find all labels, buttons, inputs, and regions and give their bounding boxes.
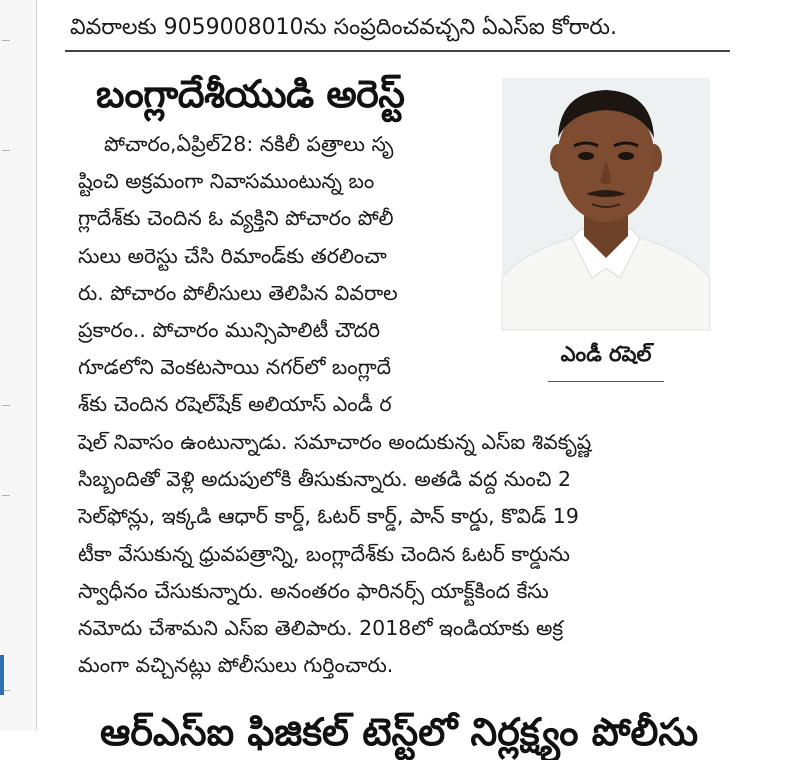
body-line: గ్లాదేశ్‌కు చెందిన ఓ వ్యక్తిని పోచారం పోలీ — [78, 206, 394, 231]
body-line: ప్రకారం.. పోచారం మున్సిపాలిటీ చౌదరి — [78, 318, 381, 343]
body-line: స్వాధీనం చేసుకున్నారు. అనంతరం ఫారినర్స్ యాక్ట్‌కింద కేసు — [78, 578, 549, 603]
body-line: శ్‌కు చెందిన రషెల్‌షేక్ అలియాస్ ఎండీ ర — [78, 392, 392, 417]
body-line: సెల్‌ఫోన్లు, ఇక్కడి ఆధార్ కార్డ్, ఓటర్ కార్డ్, పాన్ కార్డు, కొవిడ్ 19 — [78, 504, 579, 529]
body-line: పోచారం,ఏప్రిల్28: నకిలీ పత్రాలు సృ — [104, 132, 394, 156]
body-line: టీకా వేసుకున్న ధ్రువపత్రాన్ని, బంగ్లాదేశ్‌కు చెందిన ఓటర్ కార్డును — [78, 541, 570, 566]
body-line: సిబ్బందితో వెళ్లి అదుపులోకి తీసుకున్నారు. అతడి వద్ద నుంచి 2 — [78, 467, 572, 492]
body-line: మంగా వచ్చినట్లు పోలీసులు గుర్తించారు. — [78, 653, 394, 678]
body-line: గూడలోని వెంకటసాయి నగర్‌లో బంగ్లాదే — [78, 355, 392, 380]
body-line: సులు అరెస్టు చేసి రిమాండ్‌కు తరలించా — [78, 243, 387, 268]
previous-article-last-line: వివరాలకు 9059008010ను సంప్రదించవచ్చని ఏఎస్ఐ కోరారు. — [70, 15, 617, 40]
margin-tick — [2, 495, 10, 496]
article-body-narrow — [78, 126, 490, 424]
body-line: నమోదు చేశామని ఎస్ఐ తెలిపారు. 2018లో ఇండియాకు అక్ర — [78, 616, 564, 641]
accused-photo — [502, 78, 710, 330]
photo-caption: ఎండీ రషెల్ — [560, 342, 652, 366]
portrait-illustration — [502, 78, 710, 330]
body-line: షెల్ నివాసం ఉంటున్నాడు. సమాచారం అందుకున్న ఎస్ఐ శివకృష్ణ — [78, 430, 592, 454]
margin-tick — [2, 405, 10, 406]
next-article-headline-cropped — [100, 704, 720, 754]
margin-tick — [2, 40, 10, 41]
next-headline-text: ఆర్ఎస్ఐ ఫిజికల్ టెస్ట్‌లో నిర్లక్ష్యం పోలీసు — [100, 710, 699, 754]
body-line: ష్టించి అక్రమంగా నివాసముంటున్న బం — [78, 169, 375, 194]
body-line: రు. పోచారం పోలీసులు తెలిపిన వివరాల — [78, 280, 398, 305]
article-body-wide — [78, 424, 718, 684]
column-divider — [65, 50, 730, 52]
article-headline: బంగ్లాదేశీయుడి అరెస్ట్ — [96, 72, 405, 116]
margin-color-strip — [0, 655, 4, 695]
margin-tick — [2, 150, 10, 151]
page-left-margin — [0, 0, 37, 731]
caption-divider — [548, 381, 664, 382]
